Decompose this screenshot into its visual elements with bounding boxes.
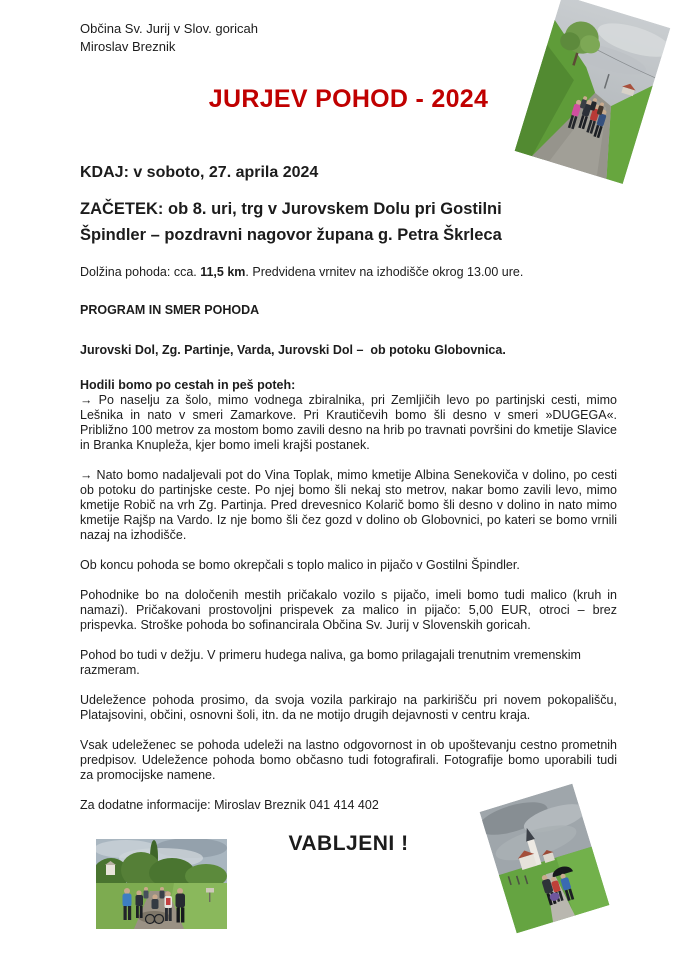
length-line [80, 265, 617, 280]
flyer-content [80, 20, 617, 855]
contact-line: Za dodatne informacije: Miroslav Breznik 041 414 402 [80, 798, 379, 812]
paths-heading: Hodili bomo po cestah in peš poteh: [80, 378, 296, 392]
parking-info: Udeležence pohoda prosimo, da svoja vozila parkirajo na parkirišču pri novem pokopališču, Platajsovini, občini, osnovni šoli, itn. da ne motijo drugih dejavnosti v centru kraja. [80, 693, 617, 722]
contribution-info: Pohodnike bo na določenih mestih pričakalo vozilo s pijačo, imeli bomo tudi malico (kruh in namazi). Pričakovani prostovoljni prispevek za malico in pijačo: 5,00 EUR, otroci – brez prispevka. Stroške pohoda bo sofinancirala Občina Sv. Jurij v Slovenskih goricah. [80, 588, 617, 632]
meal-info: Ob koncu pohoda se bomo okrepčali s toplo malico in pijačo v Gostilni Špindler. [80, 558, 520, 572]
program-heading: PROGRAM IN SMER POHODA [80, 303, 260, 317]
start-heading [80, 196, 617, 248]
page-title: JURJEV POHOD - 2024 [208, 85, 489, 113]
start-heading-line2: Špindler – pozdravni nagovor župana g. Petra Škrleca [80, 226, 502, 244]
length-prefix: Dolžina pohoda: cca. [80, 265, 201, 279]
invitation-text: VABLJENI ! [288, 832, 409, 855]
route-description-1: → Po naselju za šolo, mimo vodnega zbiralnika, pri Zemljičih levo po partinjski cesti, mimo Lešnika in nato v smeri Zamarkove. Pri Krautičevih bomo šli desno v smeri »DUGEGA«. Približno 100 metrov za mostom bomo zavili desno na hrib po travnati površini do kmetije Slavice in Branka Knupleža, kjer bomo imeli krajši postanek. [80, 393, 617, 452]
start-heading-line1: ZAČETEK: ob 8. uri, trg v Jurovskem Dolu pri Gostilni [80, 200, 502, 218]
length-suffix: . Predvidena vrnitev na izhodišče okrog 13.00 ure. [245, 265, 524, 279]
liability-info: Vsak udeleženec se pohoda udeleži na lastno odgovornost in ob upoštevanju cestno prometnih predpisov. Udeležence pohoda bomo občasno tudi fotografirali. Fotografije bomo uporabili tudi za promocijske namene. [80, 738, 617, 782]
author-line-1: Občina Sv. Jurij v Slov. goricah [80, 21, 258, 36]
when-heading: KDAJ: v soboto, 27. aprila 2024 [80, 164, 319, 181]
route-description-2: → Nato bomo nadaljevali pot do Vina Toplak, mimo kmetije Albina Senekoviča v dolino, po cesti ob potoku do partinjske ceste. Po njej bomo šli nekaj sto metrov, nakar bomo zavili levo, mimo kmetije Robič na vrh Zg. Partinja. Pred drevesnico Kolarič bomo šli desno v dolino in nato mimo kmetije Rajšp na Vardo. Iz nje bomo šli čez gozd v dolino ob Globovnici, po kateri se bomo vrnili nazaj na izhodišče. [80, 468, 617, 542]
weather-info: Pohod bo tudi v dežju. V primeru hudega naliva, ga bomo prilagajali trenutnim vremenskim razmeram. [80, 648, 581, 677]
route-summary-line: Jurovski Dol, Zg. Partinje, Varda, Jurovski Dol – ob potoku Globovnica. [80, 343, 506, 357]
author-line-2: Miroslav Breznik [80, 39, 176, 54]
length-value: 11,5 km [200, 265, 246, 279]
